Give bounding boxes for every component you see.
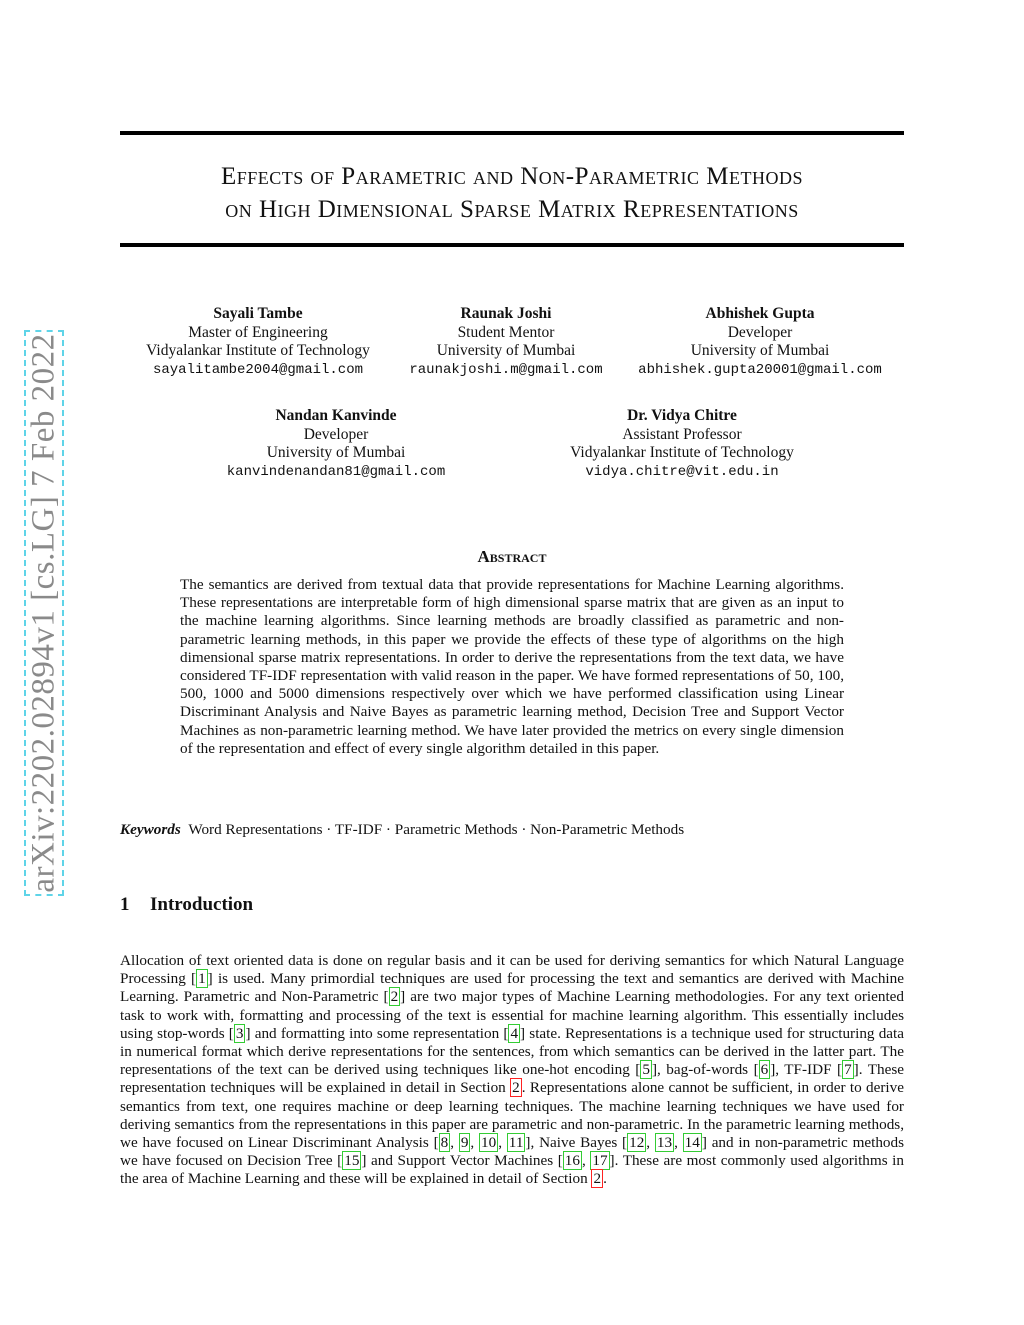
intro-text: , [581, 1152, 591, 1170]
intro-text: Allocation of text oriented data is done on regular basis and it can be used for deriving semantics for which Natural Language Processing [ [120, 952, 904, 988]
section-reference-link[interactable]: 2 [512, 1079, 520, 1097]
author-email[interactable]: raunakjoshi.m@gmail.com [409, 361, 603, 378]
intro-text: ] are two major types of Machine Learning methodologies. For any text oriented task to work with, formatting and processing of the text is essential for machine learning algorithm. This essentially includes using stop-words [ [120, 988, 905, 1042]
author-role: Assistant Professor [622, 425, 742, 443]
citation-link[interactable]: 15 [344, 1152, 360, 1170]
title-top-rule [120, 131, 904, 135]
author-block [626, 305, 894, 379]
author-block [396, 305, 616, 379]
abstract-heading: Abstract [477, 547, 547, 566]
author-name: Abhishek Gupta [705, 305, 815, 322]
author-role: Student Mentor [457, 323, 555, 341]
intro-text: , [498, 1134, 507, 1152]
author-email[interactable]: abhishek.gupta20001@gmail.com [638, 361, 882, 378]
intro-text: , [674, 1134, 683, 1152]
citation-link[interactable]: 3 [235, 1024, 244, 1042]
intro-text: ] is used. Many primordial techniques are used for processing the text and semantics are derived with Machine Learning. Parametric and Non-Parametric [ [120, 970, 904, 1006]
title-line-1: Effects of Parametric and Non-Parametric Methods [221, 163, 803, 190]
citation-link[interactable]: 17 [592, 1152, 608, 1170]
author-name: Dr. Vidya Chitre [627, 407, 737, 424]
intro-text: ] and Support Vector Machines [ [361, 1152, 563, 1170]
author-email[interactable]: kanvindenandan81@gmail.com [226, 463, 446, 480]
citation-link[interactable]: 5 [642, 1061, 650, 1079]
citation-link[interactable]: 14 [684, 1134, 700, 1152]
author-affiliation: University of Mumbai [436, 342, 576, 359]
author-email[interactable]: vidya.chitre@vit.edu.in [585, 463, 779, 480]
author-role: Master of Engineering [188, 323, 328, 341]
intro-text: ], bag-of-words [ [651, 1061, 759, 1079]
citation-link[interactable]: 1 [198, 970, 206, 988]
section-title: Introduction [150, 894, 254, 915]
author-block [542, 407, 822, 481]
citation-link[interactable]: 12 [629, 1134, 645, 1152]
intro-text: ] state. Representations is a technique used for structuring data in numerical format which derive representations for the sentences, from which semantics can be derived in the latter part. The representations of the text can be derived using techniques like one-hot encoding [ [120, 1024, 904, 1079]
author-affiliation: University of Mumbai [266, 444, 406, 461]
author-role: Developer [727, 323, 793, 341]
intro-text: ] and formatting into some representation [ [245, 1024, 509, 1042]
intro-text: ]. These representation techniques will be explained in detail in Section [120, 1061, 904, 1097]
citation-link[interactable]: 16 [564, 1152, 580, 1170]
citation-link[interactable]: 9 [460, 1134, 469, 1152]
author-email[interactable]: sayalitambe2004@gmail.com [152, 361, 364, 378]
intro-text: , [470, 1134, 480, 1152]
keywords-list: Word Representations · TF-IDF · Parametric Methods · Non-Parametric Methods [188, 821, 685, 838]
intro-text: ], TF-IDF [ [770, 1061, 843, 1079]
intro-text: ], Naive Bayes [ [525, 1134, 628, 1152]
citation-link[interactable]: 7 [844, 1061, 852, 1079]
citation-link[interactable]: 2 [390, 988, 399, 1006]
citation-link[interactable]: 8 [440, 1134, 449, 1152]
citation-link[interactable]: 11 [508, 1134, 524, 1152]
author-name: Nandan Kanvinde [275, 407, 397, 424]
intro-text: ] and in non-parametric methods we have focused on Decision Tree [ [120, 1134, 905, 1170]
section-reference-link[interactable]: 2 [593, 1170, 602, 1188]
title-line-2: on High Dimensional Sparse Matrix Representations [225, 196, 799, 223]
intro-text: , [646, 1134, 655, 1152]
keywords [120, 821, 684, 839]
paper-title [120, 160, 904, 226]
arxiv-stamp[interactable]: arXiv:2202.02894v1 [cs.LG] 7 Feb 2022 [25, 333, 62, 893]
intro-text: . Representations alone cannot be sufficient, in order to derive semantics from text, one requires machine or deep learning techniques. The machine learning techniques we have used for deriving semantics from the representations in this paper are parametric and non-parametric. In the parametric learning methods, we have focused on Linear Discriminant Analysis [ [120, 1079, 904, 1152]
intro-text: , [450, 1134, 459, 1152]
author-role: Developer [303, 425, 369, 443]
intro-text: . [603, 1170, 607, 1188]
author-name: Raunak Joshi [460, 305, 552, 322]
citation-link[interactable]: 4 [510, 1024, 519, 1042]
citation-link[interactable]: 10 [481, 1134, 497, 1152]
author-affiliation: Vidyalankar Institute of Technology [146, 342, 370, 359]
author-affiliation: University of Mumbai [690, 342, 830, 359]
title-bottom-rule [120, 243, 904, 247]
intro-text: ]. These are most commonly used algorithms in the area of Machine Learning and these will be explained in detail of Section [120, 1152, 904, 1188]
citation-link[interactable]: 6 [760, 1061, 769, 1079]
introduction-paragraph [120, 952, 904, 1189]
author-affiliation: Vidyalankar Institute of Technology [570, 444, 794, 461]
keywords-label: Keywords [120, 821, 181, 838]
author-name: Sayali Tambe [213, 305, 303, 322]
citation-link[interactable]: 13 [656, 1134, 673, 1152]
author-block [118, 305, 398, 379]
author-block [206, 407, 466, 481]
section-heading [120, 894, 253, 916]
section-number: 1 [120, 894, 130, 915]
abstract-text: The semantics are derived from textual data that provide representations for Machine Learning algorithms. These representations are interpretable form of high dimensional sparse matrix that are given as an input to the machine learning algorithms. Since learning methods are broadly classified as parametric and non-parametric learning methods, in this paper we provide the effects of these type of algorithms on the high dimensional sparse matrix representations. In order to derive the representations from the text data, we have considered TF-IDF representation with valid reason in the paper. We have formed representations of 50, 100, 500, 1000 and 5000 dimensions respectively over which we have performed classification using Linear Discriminant Analysis and Naive Bayes as parametric learning method, Decision Tree and Support Vector Machines as non-parametric learning method. We have later provided the metrics on every single dimension of the representation and effect of every single algorithm detailed in this paper. [180, 576, 844, 757]
